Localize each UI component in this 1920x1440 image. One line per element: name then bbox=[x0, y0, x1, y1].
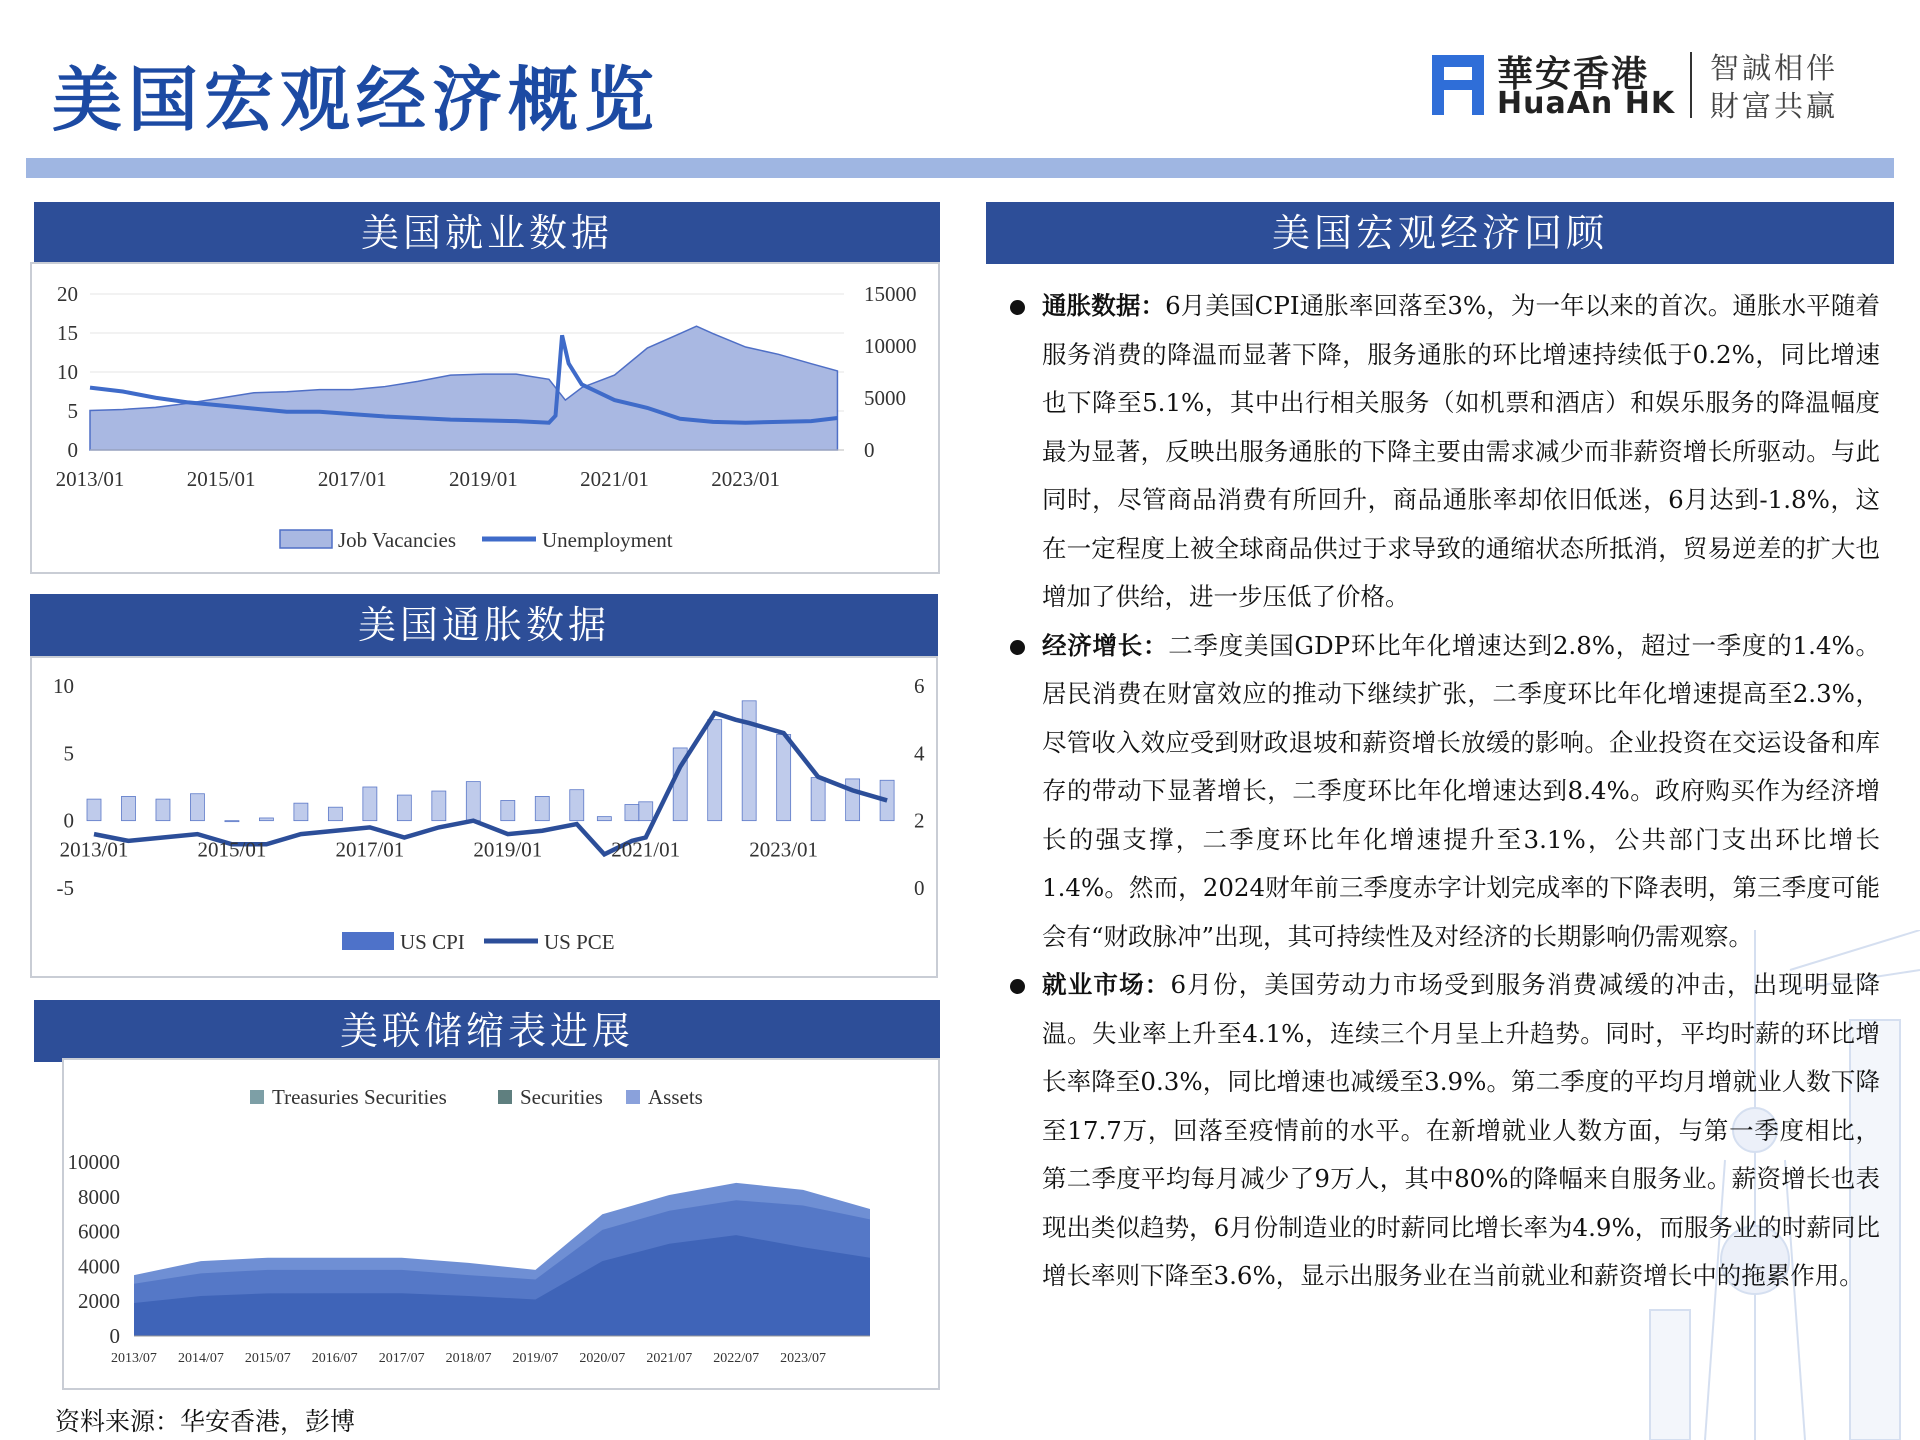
y-tick-label-right: 2 bbox=[914, 808, 925, 833]
macro-review-list bbox=[1010, 282, 1880, 1301]
legend-swatch-job-vacancies bbox=[280, 530, 332, 548]
review-item-employment bbox=[1010, 961, 1880, 1301]
x-tick-label: 2014/07 bbox=[177, 1351, 224, 1366]
x-tick-label: 2023/01 bbox=[711, 467, 781, 491]
inflation-chart-panel bbox=[30, 656, 938, 978]
x-tick-label: 2015/01 bbox=[186, 467, 256, 491]
cpi-bar bbox=[432, 791, 446, 821]
section-header-jobs: 美国就业数据 bbox=[34, 202, 940, 264]
fed-chart-panel bbox=[62, 1058, 940, 1390]
y-tick-label: 10000 bbox=[67, 1150, 120, 1174]
y-tick-label: 0 bbox=[109, 1324, 120, 1348]
y-tick-label-left: 15 bbox=[57, 321, 78, 345]
y-tick-label-left: 20 bbox=[57, 282, 78, 306]
logo-slogan-2: 財富共贏 bbox=[1710, 89, 1839, 123]
y-tick-label: 4000 bbox=[78, 1254, 120, 1279]
legend-label-unemployment: Unemployment bbox=[542, 528, 673, 552]
x-tick-label: 2017/01 bbox=[335, 837, 405, 862]
x-tick-label: 2020/07 bbox=[579, 1351, 626, 1366]
bullet-dot-icon bbox=[1010, 300, 1025, 315]
y-tick-label-left: 10 bbox=[53, 674, 74, 698]
legend-label-fed: Assets bbox=[648, 1085, 703, 1109]
review-item-label: 就业市场： bbox=[1042, 970, 1171, 999]
section-header-fed: 美联储缩表进展 bbox=[34, 1000, 940, 1062]
y-tick-label-right: 5000 bbox=[864, 386, 906, 410]
x-tick-label: 2023/07 bbox=[780, 1351, 827, 1366]
y-tick-label-right: 0 bbox=[914, 876, 925, 900]
cpi-bar bbox=[363, 787, 377, 821]
data-source-note: 资料来源：华安香港，彭博 bbox=[55, 1407, 356, 1436]
x-tick-label: 2015/01 bbox=[197, 837, 267, 862]
review-item-growth bbox=[1010, 622, 1880, 962]
x-tick-label: 2013/01 bbox=[55, 467, 125, 491]
y-tick-label: 6000 bbox=[78, 1219, 120, 1244]
bullet-dot-icon bbox=[1010, 979, 1025, 994]
cpi-bar bbox=[121, 796, 135, 820]
legend-label-us-pce: US PCE bbox=[544, 930, 615, 954]
y-tick-label-right: 0 bbox=[864, 438, 875, 462]
x-tick-label: 2021/07 bbox=[646, 1351, 693, 1366]
section-header-inflation: 美国通胀数据 bbox=[30, 594, 938, 656]
legend-swatch-fed bbox=[498, 1090, 512, 1104]
cpi-bar bbox=[811, 778, 825, 821]
cpi-bar bbox=[639, 802, 653, 821]
y-tick-label-left: 5 bbox=[63, 741, 74, 766]
x-tick-label: 2016/07 bbox=[311, 1351, 358, 1366]
cpi-bar bbox=[156, 799, 170, 821]
cpi-bar bbox=[328, 807, 342, 820]
review-item-inflation bbox=[1010, 282, 1880, 622]
review-item-text: 二季度美国GDP环比年化增速达到2.8%，超过一季度的1.4%。居民消费在财富效应的推动下继续扩张，二季度环比年化增速提高至2.3%，尽管收入效应受到财政退坡和薪资增长放缓的影响。企业投资在交运设备和库存的带动下显著增长，二季度环比年化增速达到8.4%。政府购买作为经济增长的强支撑，二季度环比年化增速提升至3.1%，公共部门支出环比增长1.4%。然而，2024财年前三季度赤字计划完成率的下降表明，第三季度可能会有“财政脉冲”出现，其可持续性及对经济的长期影响仍需观察。 bbox=[1042, 630, 1880, 951]
cpi-bar bbox=[597, 817, 611, 821]
logo-slogan-1: 智誠相伴 bbox=[1710, 51, 1839, 85]
x-tick-label: 2015/07 bbox=[244, 1351, 291, 1366]
series-line-us-pce bbox=[94, 713, 887, 854]
legend-label-fed: Securities bbox=[520, 1085, 603, 1109]
cpi-bar bbox=[294, 803, 308, 821]
y-tick-label-left: 0 bbox=[67, 438, 78, 462]
y-tick-label-right: 4 bbox=[914, 741, 925, 766]
legend-swatch-fed bbox=[250, 1090, 264, 1104]
review-item-text: 6月份，美国劳动力市场受到服务消费减缓的冲击，出现明显降温。失业率上升至4.1%，连续三个月呈上升趋势。同时，平均时薪的环比增长率降至0.3%，同比增速也减缓至3.9%。第二季度的平均月增就业人数下降至17.7万，回落至疫情前的水平。在新增就业人数方面，与第一季度相比，第二季度平均每月减少了9万人，其中80%的降幅来自服务业。薪资增长也表现出类似趋势，6月份制造业的时薪同比增长率为4.9%，而服务业的时薪同比增长率则下降至3.6%，显示出服务业在当前就业和薪资增长中的拖累作用。 bbox=[1042, 970, 1881, 1290]
cpi-bar bbox=[742, 701, 756, 821]
y-tick-label: 8000 bbox=[78, 1184, 120, 1209]
legend-swatch-us-cpi bbox=[342, 932, 394, 950]
review-item-text: 6月美国CPI通胀率回落至3%，为一年以来的首次。通胀水平随着服务消费的降温而显著下降，服务通胀的环比增速持续低于0.2%，同比增速也下降至5.1%，其中出行相关服务（如机票和酒店）和娱乐服务的降温幅度最为显著，反映出服务通胀的下降主要由需求减少而非薪资增长所驱动。与此同时，尽管商品消费有所回升，商品通胀率却依旧低迷，6月达到-1.8%，这在一定程度上被全球商品供过于求导致的通缩状态所抵消，贸易逆差的扩大也增加了供给，进一步压低了价格。 bbox=[1042, 291, 1880, 611]
header-divider-bar bbox=[26, 158, 1894, 178]
page-title: 美国宏观经济概览 bbox=[52, 58, 660, 141]
inflation-chart bbox=[32, 658, 936, 976]
y-tick-label-left: 0 bbox=[63, 808, 74, 833]
cpi-bar bbox=[570, 790, 584, 821]
cpi-bar bbox=[87, 799, 101, 821]
cpi-bar bbox=[708, 720, 722, 821]
jobs-chart bbox=[32, 264, 938, 572]
x-tick-label: 2017/07 bbox=[378, 1351, 425, 1366]
cpi-bar bbox=[846, 779, 860, 821]
fed-balance-sheet-chart bbox=[64, 1060, 938, 1388]
legend-swatch-fed bbox=[626, 1090, 640, 1104]
x-tick-label: 2023/01 bbox=[749, 837, 819, 862]
review-item-label: 通胀数据： bbox=[1042, 291, 1166, 320]
y-tick-label-right: 6 bbox=[914, 674, 925, 698]
jobs-chart-panel bbox=[30, 262, 940, 574]
logo-separator bbox=[1690, 52, 1692, 118]
logo-name-cn: 華安香港 bbox=[1497, 54, 1650, 95]
cpi-bar bbox=[397, 795, 411, 821]
y-tick-label-left: 10 bbox=[57, 360, 78, 384]
x-tick-label: 2019/07 bbox=[512, 1351, 559, 1366]
bullet-dot-icon bbox=[1010, 640, 1025, 655]
cpi-bar bbox=[190, 794, 204, 821]
logo-name-en: HuaAn HK bbox=[1497, 86, 1676, 121]
x-tick-label: 2013/07 bbox=[111, 1351, 157, 1366]
x-tick-label: 2019/01 bbox=[473, 837, 543, 862]
y-tick-label-right: 10000 bbox=[864, 334, 917, 358]
x-tick-label: 2021/01 bbox=[580, 467, 649, 491]
cpi-bar bbox=[777, 734, 791, 820]
review-item-label: 经济增长： bbox=[1042, 630, 1169, 660]
x-tick-label: 2022/07 bbox=[713, 1351, 760, 1366]
cpi-bar bbox=[466, 782, 480, 821]
cpi-bar bbox=[535, 796, 549, 820]
logo-mark-icon bbox=[1429, 52, 1487, 118]
y-tick-label-left: 5 bbox=[67, 399, 78, 423]
legend-label-fed: Treasuries Securities bbox=[272, 1085, 447, 1109]
series-area-job-vacancies bbox=[90, 326, 837, 450]
cpi-bar bbox=[625, 805, 639, 821]
legend-label-job-vacancies: Job Vacancies bbox=[338, 528, 456, 552]
y-tick-label-left: -5 bbox=[56, 876, 74, 900]
y-tick-label-right: 15000 bbox=[864, 282, 917, 306]
huaan-logo bbox=[1425, 46, 1845, 126]
x-tick-label: 2013/01 bbox=[59, 837, 129, 862]
cpi-bar bbox=[225, 821, 239, 822]
x-tick-label: 2017/01 bbox=[317, 467, 387, 491]
x-tick-label: 2021/01 bbox=[611, 837, 681, 862]
legend-label-us-cpi: US CPI bbox=[400, 930, 465, 954]
cpi-bar bbox=[501, 800, 515, 820]
cpi-bar bbox=[259, 818, 273, 821]
x-tick-label: 2019/01 bbox=[448, 467, 518, 491]
section-header-review: 美国宏观经济回顾 bbox=[986, 202, 1894, 264]
x-tick-label: 2018/07 bbox=[445, 1351, 492, 1366]
y-tick-label: 2000 bbox=[78, 1289, 120, 1314]
